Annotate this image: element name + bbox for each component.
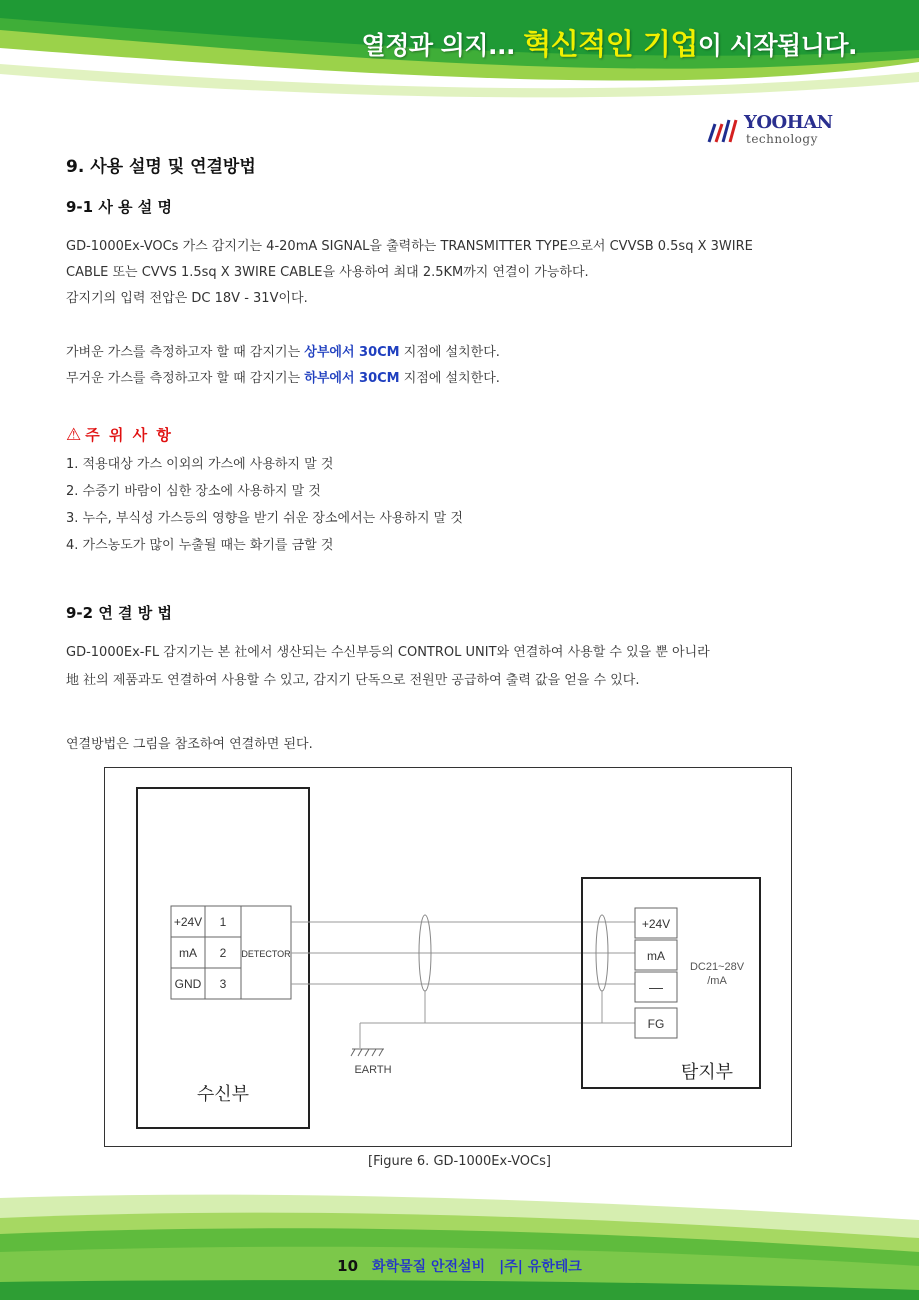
left-term-name-1: +24V [173, 915, 203, 929]
svg-text:—: — [649, 979, 663, 995]
caution-item: 1. 적용대상 가스 이외의 가스에 사용하지 말 것 [66, 457, 334, 472]
connection-desc-line-2: 地 社의 제품과도 연결하여 사용할 수 있고, 감지기 단독으로 전원만 공급하여 출력 값을 얻을 수 있다. [66, 673, 640, 688]
footer-company: |주| 유한테크 [499, 1259, 582, 1275]
detector-unit-box [582, 878, 760, 1088]
warning-triangle-icon: ⚠ [66, 425, 84, 445]
logo-tagline: technology [746, 132, 818, 146]
slogan-highlight: 혁신적인 기업 [523, 27, 698, 61]
caution-item: 3. 누수, 부식성 가스등의 영향을 받기 쉬운 장소에서는 사용하지 말 것 [66, 511, 463, 526]
logo-stripes-icon [706, 118, 742, 144]
dc-range-line-1: DC21~28V [689, 961, 745, 973]
company-logo [706, 112, 856, 152]
left-term-num-2: 2 [219, 946, 227, 960]
section-title: 9. 사용 설명 및 연결방법 [66, 157, 256, 177]
light-gas-instruction: 가벼운 가스를 측정하고자 할 때 감지기는 상부에서 30CM 지점에 설치한다. [66, 345, 500, 360]
connection-desc-line-3: 연결방법은 그림을 참조하여 연결하면 된다. [66, 737, 313, 752]
footer-category: 화학물질 안전설비 [372, 1259, 486, 1275]
header-slogan: 열정과 의지... 혁신적인 기업이 시작됩니다. [361, 27, 857, 61]
svg-text:FG: FG [647, 1017, 665, 1031]
left-term-name-2: mA [179, 946, 197, 960]
caution-list [66, 451, 463, 559]
logo-name: YOOHAN [744, 112, 833, 133]
left-term-num-3: 3 [219, 977, 227, 991]
earth-label: EARTH [354, 1064, 392, 1076]
dc-range-line-2: /mA [707, 975, 727, 987]
connection-desc-line-1: GD-1000Ex-FL 감지기는 본 社에서 생산되는 수신부등의 CONTROL UNIT와 연결하여 사용할 수 있을 뿐 아니라 [66, 645, 710, 660]
figure-caption: [Figure 6. GD-1000Ex-VOCs] [368, 1154, 551, 1169]
svg-text:mA: mA [647, 949, 665, 963]
wiring-diagram [104, 767, 792, 1147]
detector-box-label: DETECTOR [241, 949, 291, 959]
subsection-title-connection: 9-2 연 결 방 법 [66, 604, 172, 622]
light-gas-height: 상부에서 30CM [304, 345, 400, 360]
left-term-num-1: 1 [219, 915, 227, 929]
subsection-title-usage: 9-1 사 용 설 명 [66, 198, 172, 216]
usage-desc-line-2: CABLE 또는 CVVS 1.5sq X 3WIRE CABLE을 사용하여 최대 2.5KM까지 연결이 가능하다. [66, 265, 589, 280]
receiver-label: 수신부 [196, 1084, 250, 1104]
usage-desc-line-1: GD-1000Ex-VOCs 가스 감지기는 4-20mA SIGNAL을 출력하는 TRANSMITTER TYPE으로서 CVVSB 0.5sq X 3WIRE [66, 239, 753, 254]
footer-text [0, 1256, 919, 1276]
caution-item: 2. 수증기 바람이 심한 장소에 사용하지 말 것 [66, 484, 321, 499]
heavy-gas-instruction: 무거운 가스를 측정하고자 할 때 감지기는 하부에서 30CM 지점에 설치한다. [66, 371, 500, 386]
left-term-name-3: GND [174, 977, 202, 991]
caution-heading: ⚠ 주 위 사 항 [66, 425, 173, 445]
footer-banner [0, 1190, 919, 1300]
caution-item: 4. 가스농도가 많이 누출될 때는 화기를 금할 것 [66, 538, 334, 553]
svg-text:+24V: +24V [641, 917, 671, 931]
earth-ground-icon [351, 1049, 384, 1056]
usage-desc-line-3: 감지기의 입력 전압은 DC 18V - 31V이다. [66, 291, 308, 306]
page-number: 10 [337, 1257, 359, 1275]
detector-unit-label: 탐지부 [680, 1062, 734, 1082]
heavy-gas-height: 하부에서 30CM [304, 371, 400, 386]
